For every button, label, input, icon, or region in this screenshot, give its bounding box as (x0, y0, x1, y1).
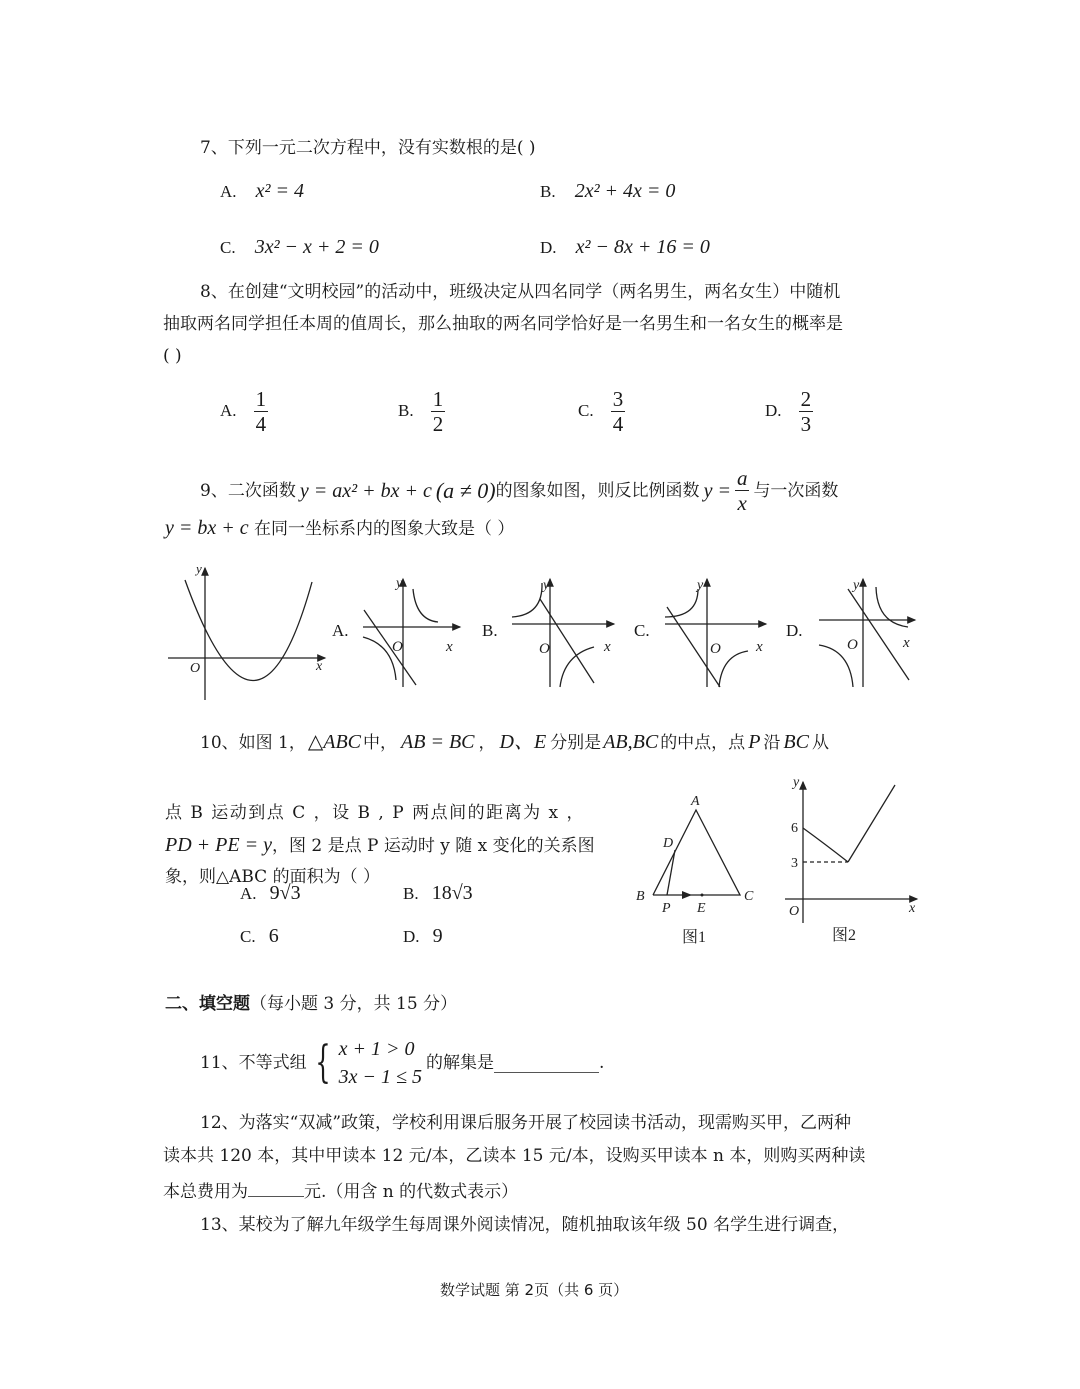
svg-text:O: O (710, 641, 721, 657)
svg-text:x: x (909, 901, 916, 916)
q13-line1: 13、某校为了解九年级学生每周课外阅读情况，随机抽取该年级 50 名学生进行调查， (200, 1215, 850, 1235)
svg-text:A: A (691, 794, 700, 809)
q9-line1: 9、二次函数 y = ax² + bx + c (a ≠ 0) 的图象如图，则反比例函数 y = $\frac{a}{x}$ 与一次函数 (200, 466, 839, 515)
option-label: C. (578, 401, 594, 420)
svg-text:x: x (756, 639, 763, 655)
q9-parabola-graph (160, 560, 335, 705)
option-expr: x² − 8x + 16 = 0 (575, 236, 710, 258)
svg-text:E: E (697, 901, 706, 916)
q8-line3: ( ) (163, 346, 182, 366)
fraction: $\frac{2}{3}$ (800, 387, 812, 436)
q12-line3: 本总费用为 元.（用含 n 的代数式表示） (163, 1182, 519, 1202)
q9-option-b-label: B. (482, 621, 498, 640)
option-label: B. (540, 182, 556, 201)
q9-option-c-graph[interactable] (662, 575, 772, 690)
math-expr: (a ≠ 0) (435, 477, 496, 503)
option-label: A. (220, 401, 237, 420)
math-expr: y = bx + c (165, 517, 249, 539)
q10-line2: 点 B 运动到点 C ，设 B , P 两点间的距离为 x ， (165, 803, 585, 823)
option-expr: 2x² + 4x = 0 (574, 180, 676, 202)
q10-option-a: A. 9√3 (240, 882, 301, 904)
q8-option-c (578, 387, 625, 436)
inequality-system: x + 1 > 0 3x − 1 ≤ 5 (338, 1038, 422, 1088)
y-tick-6: 6 (791, 821, 798, 836)
q9-option-d-graph[interactable] (815, 575, 920, 690)
fraction: $\frac{a}{x}$ (736, 466, 748, 515)
q10-line4: 象，则△ABC 的面积为（ ） (165, 867, 380, 887)
option-expr: 3x² − x + 2 = 0 (254, 236, 379, 258)
q8-option-b (398, 387, 445, 436)
svg-text:y: y (396, 576, 403, 591)
answer-blank-q11[interactable] (494, 1054, 599, 1073)
q8-line2: 抽取两名同学担任本周的值周长，那么抽取的两名同学恰好是一名男生和一名女生的概率是 (163, 314, 843, 334)
option-label: D. (540, 238, 557, 257)
figure2-caption: 图2 (832, 927, 857, 944)
q12-line2: 读本共 120 本，其中甲读本 12 元/本，乙读本 15 元/本，设购买甲读本 n 本，则购买两种读 (163, 1146, 866, 1166)
option-label: A. (220, 182, 237, 201)
math-expr: y = ax² + bx + c (299, 479, 432, 502)
q8-option-d (765, 387, 813, 436)
q7-option-c (220, 236, 379, 259)
q9-line2: y = bx + c 在同一坐标系内的图象大致是（ ） (165, 517, 515, 539)
q8-line1: 8、在创建“文明校园”的活动中，班级决定从四名同学（两名男生，两名女生）中随机 (200, 282, 841, 302)
section2-heading: 二、填空题（每小题 3 分，共 15 分） (165, 994, 458, 1014)
svg-text:P: P (662, 901, 671, 916)
q8-option-a (220, 387, 268, 436)
option-label: B. (398, 401, 414, 420)
y-axis-label: y (196, 561, 202, 576)
q9-option-b-graph[interactable] (510, 575, 620, 690)
y-tick-3: 3 (791, 856, 798, 871)
q10-line1: 10、如图 1， △ABC 中， AB = BC ， D、E 分别是 AB,BC 的中点，点 P 沿 BC 从 (200, 731, 829, 753)
q7-stem: 7、下列一元二次方程中，没有实数根的是( ) (200, 138, 536, 158)
page-footer: 数学试题 第 2页（共 6 页） (440, 1281, 629, 1299)
q12-line1: 12、为落实“双减”政策，学校利用课后服务开展了校园读书活动，现需购买甲，乙两种 (200, 1113, 852, 1133)
brace: { (314, 1037, 331, 1088)
fraction: $\frac{1}{4}$ (255, 387, 267, 436)
svg-text:O: O (847, 637, 858, 653)
svg-text:y: y (543, 578, 550, 593)
math-expr: y = (703, 479, 731, 502)
option-label: C. (220, 238, 236, 257)
svg-text:O: O (392, 639, 403, 655)
svg-text:x: x (903, 635, 910, 651)
q9-option-d-label: D. (786, 621, 803, 640)
fraction: $\frac{1}{2}$ (432, 387, 444, 436)
fraction: $\frac{3}{4}$ (612, 387, 624, 436)
svg-text:D: D (663, 836, 674, 851)
q7-option-a (220, 180, 304, 203)
svg-text:y: y (853, 578, 860, 593)
svg-text:y: y (697, 578, 704, 593)
option-expr: x² = 4 (255, 180, 304, 202)
svg-text:O: O (539, 641, 550, 657)
q9-option-c-label: C. (634, 621, 650, 640)
q7-option-b (540, 180, 675, 203)
q7-option-d (540, 236, 710, 259)
svg-text:C: C (744, 889, 754, 904)
option-label: D. (765, 401, 782, 420)
q11: 11、不等式组 { x + 1 > 0 3x − 1 ≤ 5 的解集是 . (200, 1035, 604, 1091)
q10-line3: PD + PE = y，图 2 是点 P 运动时 y 随 x 变化的关系图 (165, 834, 595, 856)
svg-text:B: B (636, 889, 645, 904)
figure1-caption: 图1 (682, 929, 707, 946)
q10-option-d: D. 9 (403, 925, 443, 947)
q9-option-a-label: A. (332, 621, 349, 640)
svg-text:x: x (604, 639, 611, 655)
svg-text:O: O (789, 904, 800, 919)
svg-text:y: y (793, 775, 800, 790)
x-axis-label: x (316, 659, 323, 674)
q10-figure1-triangle (630, 790, 770, 955)
origin-label: O (190, 661, 201, 676)
answer-blank-q12[interactable] (248, 1180, 304, 1197)
q10-figure2-graph (775, 770, 925, 955)
q10-option-b: B. 18√3 (403, 882, 473, 904)
svg-text:x: x (446, 639, 453, 655)
q9-option-a-graph[interactable] (360, 575, 465, 690)
q10-option-c: C. 6 (240, 925, 279, 947)
